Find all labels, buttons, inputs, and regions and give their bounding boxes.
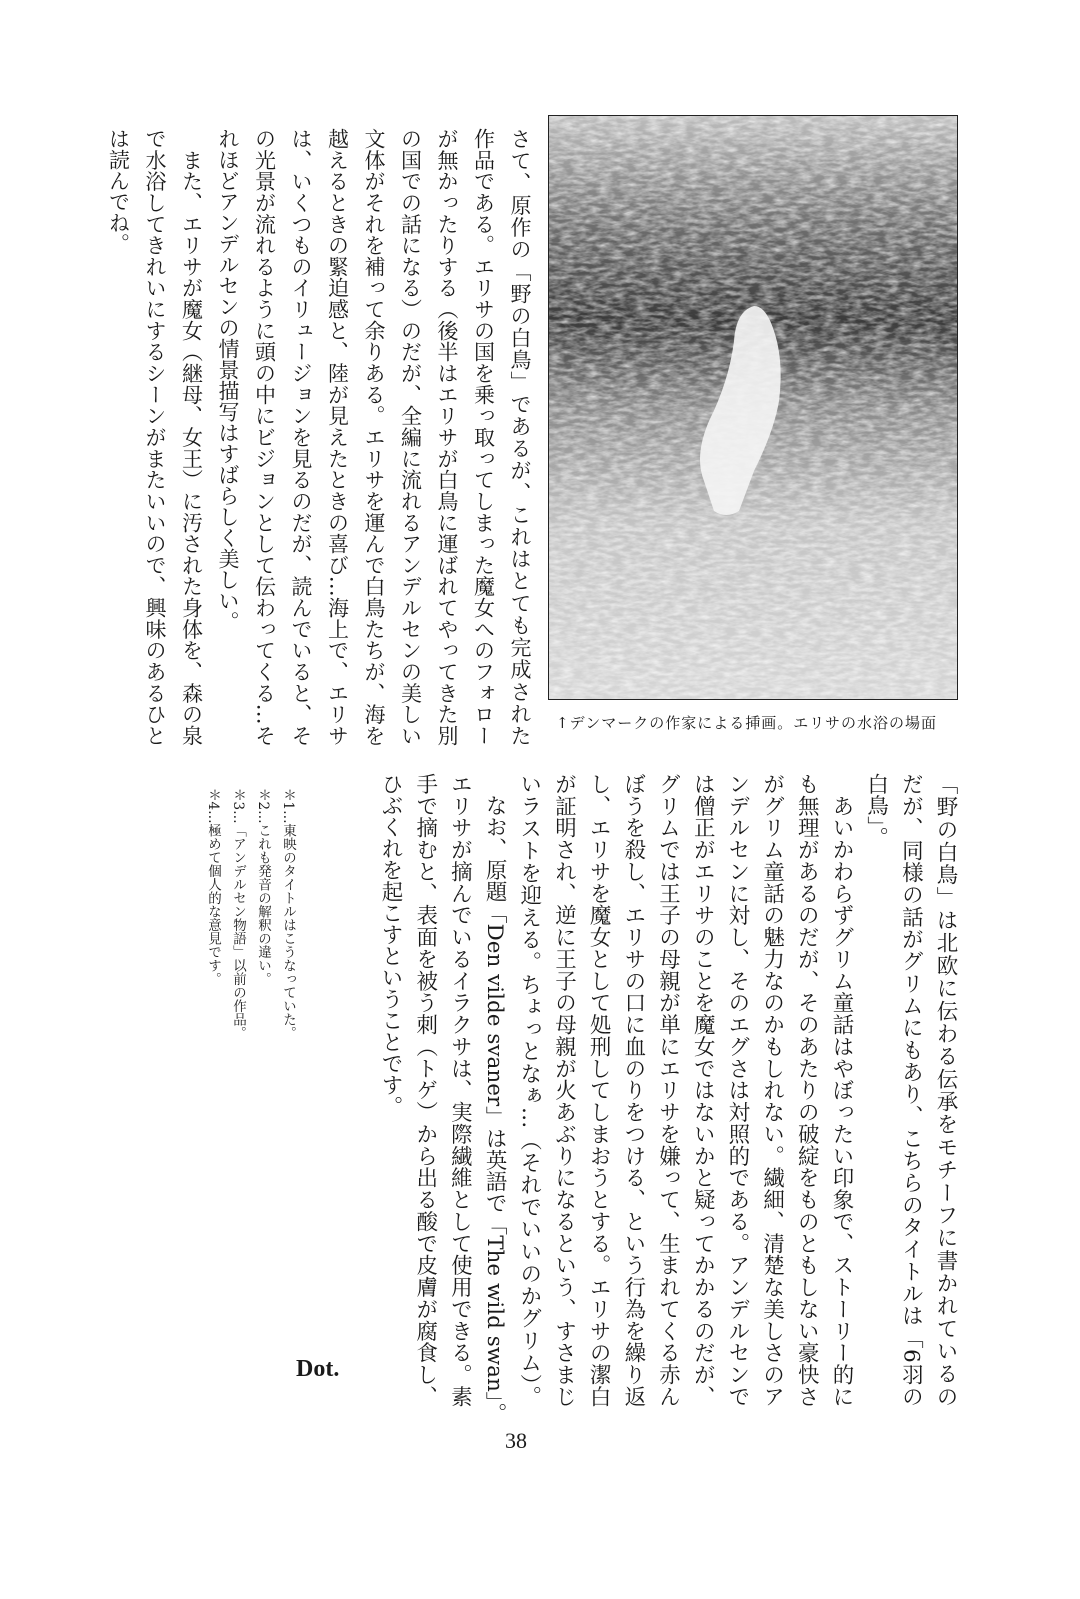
text-line: 白鳥」。 [863, 773, 889, 849]
text-line: 文体がそれを補って余りある。エリサを運んで白鳥たちが、海を [362, 128, 386, 746]
footnote: ＊2…これも発音の解釈の違い。 [255, 788, 271, 986]
text-line: 越えるときの緊迫感と、陸が見えたときの喜び…海上で、エリサ [325, 128, 350, 746]
text-line: 作品である。エリサの国を乗っ取ってしまった魔女へのフォロー [471, 128, 496, 746]
text-line: は読んでね。 [106, 128, 131, 254]
text-line: グリムでは王子の母親が単にエリサを嫌って、生まれてくる赤ん [655, 773, 681, 1407]
illustration-drawing [549, 116, 958, 700]
text-line: さて、原作の「野の白鳥」であるが、これはとても完成された [508, 128, 532, 746]
text-line: が証明され、逆に王子の母親が火あぶりになるという、すさまじ [551, 773, 577, 1407]
illustration-bathing-scene [548, 115, 958, 700]
text-line: 「野の白鳥」は北欧に伝わる伝承をモチーフに書かれているの [933, 773, 958, 1407]
text-line: 手で摘むと、表面を被う刺（トゲ）から出る酸で皮膚が腐食し、 [412, 773, 438, 1407]
text-line: は、いくつものイリュージョンを見るのだが、読んでいると、そ [289, 128, 313, 746]
text-line: ぼうを殺し、エリサの口に血のりをつける、という行為を繰り返 [620, 773, 646, 1407]
text-line: また、エリサが魔女（継母、女王）に汚された身体を、森の泉 [179, 128, 204, 746]
text-line: れほどアンデルセンの情景描写はすばらしく美しい。 [216, 128, 240, 632]
text-line: いラストを迎える。ちょっとなぁ…（それでいいのかグリム）。 [516, 773, 542, 1407]
text-line: し、エリサを魔女として処刑してしまおうとする。エリサの潔白 [586, 773, 612, 1407]
text-line: がグリム童話の魅力なのかもしれない。繊細、清楚な美しさのア [759, 773, 785, 1407]
footnote: ＊4…極めて個人的な意見です。 [205, 788, 221, 986]
footnotes [200, 788, 300, 1040]
text-line: だが、同様の話がグリムにもあり、こちらのタイトルは「6羽の [898, 773, 924, 1407]
text-line: ンデルセンに対し、そのエグさは対照的である。アンデルセンで [724, 773, 750, 1407]
page-number: 38 [505, 1428, 527, 1453]
text-line: は僧正がエリサのことを魔女ではないかと疑ってかかるのだが、 [690, 773, 716, 1407]
footnote: ＊1…東映のタイトルはこうなっていた。 [280, 788, 296, 1040]
text-line: が無かったりする（後半はエリサが白鳥に運ばれてやってきた別 [435, 128, 459, 746]
footnote: ＊3…「アンデルセン物語」以前の作品。 [230, 788, 246, 1040]
essay-top-text [100, 128, 538, 746]
text-line: の光景が流れるように頭の中にビジョンとして伝わってくる…そ [252, 128, 277, 746]
text-line: あいかわらずグリム童話はやぼったい印象で、ストーリー的に [828, 773, 854, 1407]
essay-bottom-text [372, 773, 962, 1425]
author-signature: Dot. [296, 1356, 340, 1382]
illustration-caption: ↑デンマークの作家による挿画。エリサの水浴の場面 [556, 714, 937, 732]
text-line: ひぶくれを起こすということです。 [378, 773, 403, 1117]
text-line: の国での話になる）のだが、全編に流れるアンデルセンの美しい [398, 128, 423, 746]
text-line: も無理があるのだが、そのあたりの破綻をものともしない豪快さ [794, 773, 820, 1407]
text-line: エリサが摘んでいるイラクサは、実際繊維として使用できる。素 [447, 773, 473, 1407]
text-line: で水浴してきれいにするシーンがまたいいので、興味のあるひと [143, 128, 167, 746]
text-line: なお、原題「Den vilde svaner」は英語で「The wild swan」。 [482, 773, 508, 1425]
